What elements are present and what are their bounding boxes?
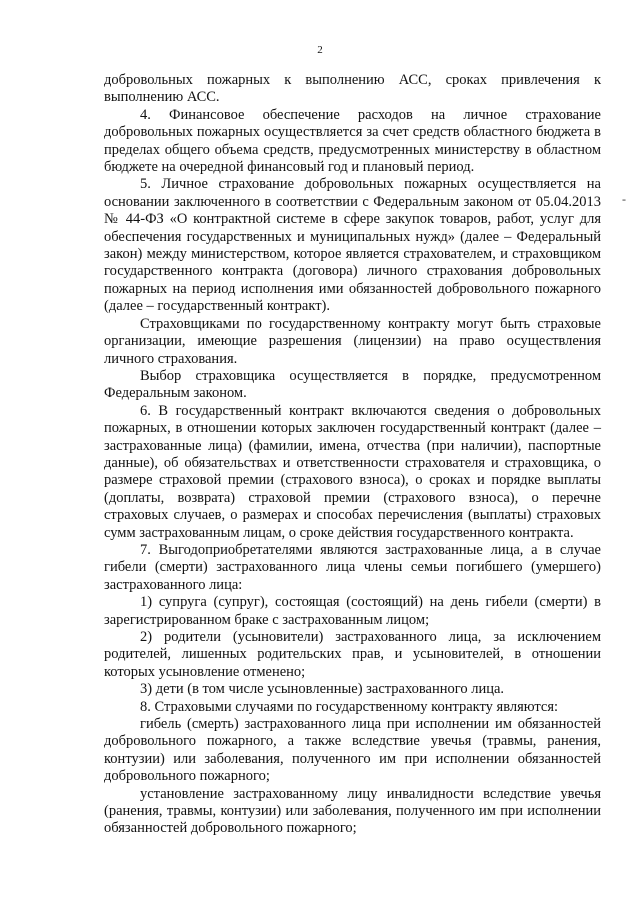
paragraph: 4. Финансовое обеспечение расходов на личное страхование добровольных пожарных осуществляется за счет средств областного бюджета в пределах общего объема средств, предусмотренных министерству в областном бюджете на очередной финансовый год и плановый период. <box>104 106 601 176</box>
paragraph: 3) дети (в том числе усыновленные) застрахованного лица. <box>140 681 505 698</box>
paragraph: Страховщиками по государственному контракту могут быть страховые организации, имеющие разрешения (лицензии) на право осуществления личного страхования. <box>104 315 601 367</box>
paragraph: 6. В государственный контракт включаются сведения о добровольных пожарных, в отношении которых заключен государственный контракт (далее – застрахованные лица) (фамилии, имена, отчества (при наличии), паспортные данные), об обязательствах и ответственности страхователя и страховщика, о размере страховой премии (страхового взноса), о сроках и порядке выплаты (доплаты, возврата) страховой премии (страхового взноса), о перечне страховых случаев, о размерах и способах перечисления (выплаты) страховых сумм застрахованным лицам, о сроке действия государственного контракта. <box>104 402 601 541</box>
page-number: 2 <box>317 44 323 56</box>
paragraph: 5. Личное страхование добровольных пожарных осуществляется на основании заключенного в соответствии с Федеральным законом от 05.04.2013 № 44-ФЗ «О контрактной системе в сфере закупок товаров, работ, услуг для обеспечения государственных и муниципальных нужд» (далее – Федеральный закон) между министерством, которое является страхователем, и страховщиком государственного контракта (договора) личного страхования добровольных пожарных на период исполнения ими обязанностей добровольного пожарного (далее – государственный контракт). <box>104 176 601 315</box>
paragraph: 8. Страховыми случаями по государственному контракту являются: <box>140 698 559 715</box>
paragraph: Выбор страховщика осуществляется в порядке, предусмотренном Федеральным законом. <box>104 367 601 402</box>
paragraph: установление застрахованному лицу инвалидности вследствие увечья (ранения, травмы, контузии) или заболевания, полученного им при исполнении обязанностей добровольного пожарного; <box>104 785 601 837</box>
paragraph: гибель (смерть) застрахованного лица при исполнении им обязанностей добровольного пожарного, а также вследствие увечья (травмы, ранения, контузии) или заболевания, полученного им при исполнении обязанностей добровольного пожарного; <box>104 716 601 785</box>
paragraph: 2) родители (усыновители) застрахованного лица, за исключением родителей, лишенных родительских прав, и усыновителей, в отношении которых усыновление отменено; <box>104 629 601 680</box>
paragraph: добровольных пожарных к выполнению АСС, сроках привлечения к выполнению АСС. <box>104 72 601 106</box>
paragraph: 7. Выгодоприобретателями являются застрахованные лица, а в случае гибели (смерти) застрахованного лица члены семьи погибшего (умершего) застрахованного лица: <box>104 541 601 593</box>
document-body <box>104 72 601 838</box>
paragraph: 1) супруга (супруг), состоящая (состоящий) на день гибели (смерти) в зарегистрированном браке с застрахованным лицом; <box>104 594 601 628</box>
margin-mark: - <box>622 192 626 206</box>
